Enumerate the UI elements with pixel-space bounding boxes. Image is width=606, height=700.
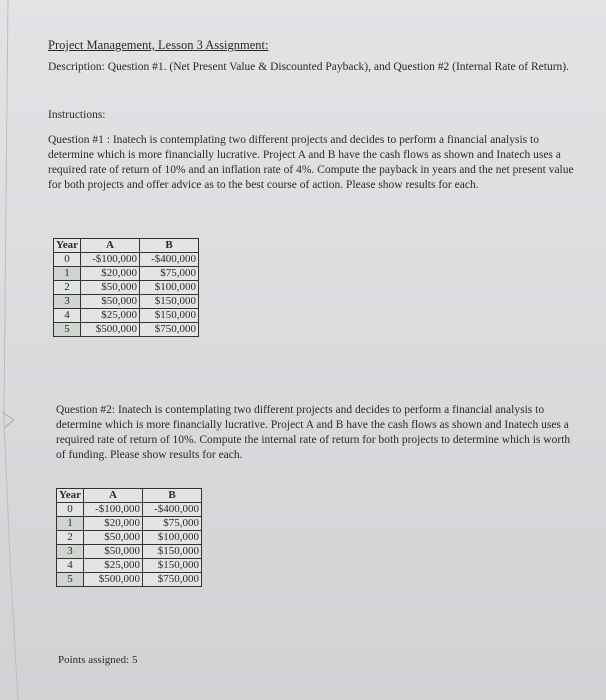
question-1-text: Question #1 : Inatech is contemplating two different projects and decides to perform a financial analysis to determine which is more financially lucrative. Project A and B have the cash flows as shown and Inatech uses a required rate of return of 10% and an inflation rate of 4%. Compute the payback in years and the net present value for both projects and offer advice as to the best course of action. Please show results for each. [48, 134, 574, 191]
table-row [57, 503, 202, 517]
table-row [54, 281, 199, 295]
table-header-a: A [81, 239, 140, 253]
year-cell: 5 [54, 323, 81, 337]
year-cell: 1 [57, 517, 84, 531]
year-cell: 2 [57, 531, 84, 545]
project-b-cell: $100,000 [143, 531, 202, 545]
cash-flow-table-2 [56, 488, 202, 587]
table-row [57, 545, 202, 559]
project-a-cell: $20,000 [81, 267, 140, 281]
page-title: Project Management, Lesson 3 Assignment: [48, 38, 269, 52]
project-b-cell: $150,000 [143, 559, 202, 573]
instructions-label: Instructions: [48, 109, 106, 121]
table-row [54, 253, 199, 267]
table-header-b: B [143, 489, 202, 503]
cash-flow-table-1 [53, 238, 199, 337]
table-row [54, 295, 199, 309]
year-cell: 0 [54, 253, 81, 267]
project-a-cell: $50,000 [81, 281, 140, 295]
table-header-b: B [140, 239, 199, 253]
year-cell: 3 [54, 295, 81, 309]
table-row [57, 559, 202, 573]
project-b-cell: $750,000 [140, 323, 199, 337]
project-a-cell: $25,000 [84, 559, 143, 573]
table-row [54, 309, 199, 323]
project-b-cell: $150,000 [143, 545, 202, 559]
project-b-cell: $100,000 [140, 281, 199, 295]
table-header-year: Year [54, 239, 81, 253]
year-cell: 4 [57, 559, 84, 573]
year-cell: 0 [57, 503, 84, 517]
project-a-cell: $500,000 [84, 573, 143, 587]
year-cell: 5 [57, 573, 84, 587]
project-a-cell: $500,000 [81, 323, 140, 337]
pencil-margin-line [0, 0, 30, 700]
project-a-cell: $50,000 [84, 531, 143, 545]
description-text: Description: Question #1. (Net Present Value & Discounted Payback), and Question #2 (Internal Rate of Return). [48, 61, 569, 73]
year-cell: 3 [57, 545, 84, 559]
question-2-text: Question #2: Inatech is contemplating two different projects and decides to perform a financial analysis to determine which is more financially lucrative. Project A and B have the cash flows as shown and Inatech uses a required rate of return of 10%. Compute the internal rate of return for both projects to determine which is worth of funding. Please show results for each. [56, 404, 571, 461]
project-a-cell: $20,000 [84, 517, 143, 531]
points-assigned: Points assigned: 5 [58, 654, 138, 666]
year-cell: 4 [54, 309, 81, 323]
project-b-cell: $75,000 [143, 517, 202, 531]
project-b-cell: $150,000 [140, 309, 199, 323]
project-b-cell: $150,000 [140, 295, 199, 309]
table-header-a: A [84, 489, 143, 503]
table-row [57, 573, 202, 587]
table-header-year: Year [57, 489, 84, 503]
project-a-cell: $50,000 [81, 295, 140, 309]
project-a-cell: $25,000 [81, 309, 140, 323]
table-row [57, 517, 202, 531]
project-a-cell: $50,000 [84, 545, 143, 559]
project-a-cell: -$100,000 [81, 253, 140, 267]
table-row [54, 267, 199, 281]
project-b-cell: $75,000 [140, 267, 199, 281]
project-b-cell: -$400,000 [140, 253, 199, 267]
project-b-cell: $750,000 [143, 573, 202, 587]
project-b-cell: -$400,000 [143, 503, 202, 517]
project-a-cell: -$100,000 [84, 503, 143, 517]
year-cell: 2 [54, 281, 81, 295]
table-row [54, 323, 199, 337]
table-row [57, 531, 202, 545]
year-cell: 1 [54, 267, 81, 281]
